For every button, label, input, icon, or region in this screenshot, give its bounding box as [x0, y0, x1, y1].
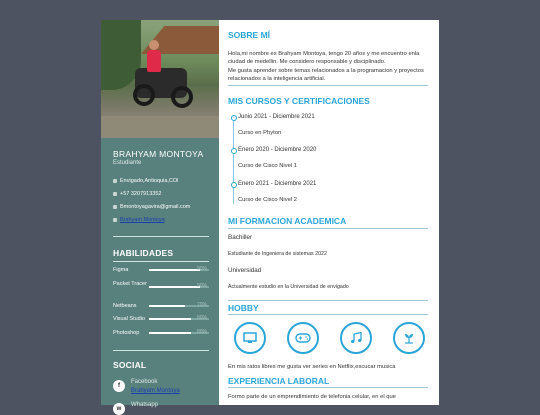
divider — [113, 350, 209, 351]
education-title: Universidad — [228, 267, 262, 274]
whatsapp-icon: w — [113, 403, 125, 415]
skill-level-bar — [149, 286, 200, 288]
about-heading: SOBRE MÍ — [228, 30, 271, 40]
course-date: Enero 2021 - Diciembre 2021 — [238, 181, 317, 187]
social-facebook[interactable]: f Facebook Brahyam Montoya — [113, 378, 180, 396]
timeline-dot — [231, 148, 237, 154]
courses-heading: MIS CURSOS Y CERTIFICACIONES — [228, 96, 370, 106]
resume-page — [101, 20, 439, 412]
social-whatsapp[interactable]: w Whatsapp — [113, 401, 158, 415]
divider — [228, 228, 428, 229]
skill-level-bar — [149, 269, 200, 271]
education-detail: Estudiante de Ingeniera de sistemas 2022 — [228, 251, 327, 257]
main-content — [219, 20, 439, 405]
skill-row: Netbeans 70% — [113, 302, 208, 309]
facebook-icon: f — [113, 380, 125, 392]
course-title: Curso de Cisco Nivel 1 — [238, 163, 297, 169]
about-text-2: Me gusta aprender sobre temas relacionados a la programacion y proyectos relacionados a la inteligencia artificial. — [228, 68, 424, 83]
skill-level-bar — [149, 318, 191, 320]
link-icon — [113, 218, 117, 222]
email-icon — [113, 205, 117, 209]
course-title: Curso de Cisco Nivel 2 — [238, 197, 297, 203]
profile-name: BRAHYAM MONTOYA — [113, 149, 204, 159]
hobby-icons — [234, 322, 425, 354]
phone-icon — [113, 192, 117, 196]
experience-text: Formo parte de un emprendimiento de telefonia celular, en el que — [228, 394, 396, 400]
contact-link[interactable]: Brahyam Montoya — [113, 217, 165, 223]
skill-level-bar — [149, 305, 185, 307]
course-date: Junio 2021 - Diciembre 2021 — [238, 114, 315, 120]
monitor-icon — [234, 322, 266, 354]
education-heading: MI FORMACION ACADEMICA — [228, 216, 347, 226]
divider — [228, 387, 428, 388]
timeline-dot — [231, 115, 237, 121]
divider — [113, 261, 209, 262]
timeline-dot — [231, 182, 237, 188]
gamepad-icon — [287, 322, 319, 354]
profile-role: Estudiante — [113, 160, 142, 166]
skill-row: Packet Tracer 90% — [113, 281, 208, 289]
timeline-line — [233, 118, 234, 204]
contact-location: Envigado,Antioquia,COl — [113, 178, 178, 184]
hobby-text: En mis ratos libres me gusta ver series en Netflix,escucar musica — [228, 364, 396, 370]
about-text-1: Hola,mi nombre es Brahyam Montoya, tengo 20 años y me encuentro enla ciudad de medellin. Me considero responsable y disciplinado. — [228, 51, 420, 66]
hobby-heading: HOBBY — [228, 303, 259, 313]
social-heading: SOCIAL — [113, 360, 147, 370]
skill-row: Photoshop 80% — [113, 329, 208, 336]
location-icon — [113, 179, 117, 183]
skill-level-bar — [149, 332, 191, 334]
skill-row: Figma 90% — [113, 266, 208, 273]
plant-icon — [393, 322, 425, 354]
skills-heading: HABILIDADES — [113, 248, 174, 258]
divider — [228, 314, 428, 315]
profile-photo — [101, 20, 219, 138]
sidebar — [101, 20, 219, 412]
contact-email: Bmontoyagavira@gmail.com — [113, 204, 190, 210]
divider — [228, 85, 428, 86]
divider — [113, 236, 209, 237]
skill-row: Visual Studio 80% — [113, 315, 208, 322]
education-title: Bachiller — [228, 234, 253, 241]
experience-heading: EXPERIENCIA LABORAL — [228, 376, 330, 386]
course-title: Curso en Phyton — [238, 130, 282, 136]
contact-phone: +57 3207913352 — [113, 191, 161, 197]
course-date: Enero 2020 - Diciembre 2020 — [238, 147, 317, 153]
music-icon — [340, 322, 372, 354]
education-detail: Actualmente estudio en la Universidad de envigado — [228, 284, 349, 290]
divider — [228, 300, 428, 301]
